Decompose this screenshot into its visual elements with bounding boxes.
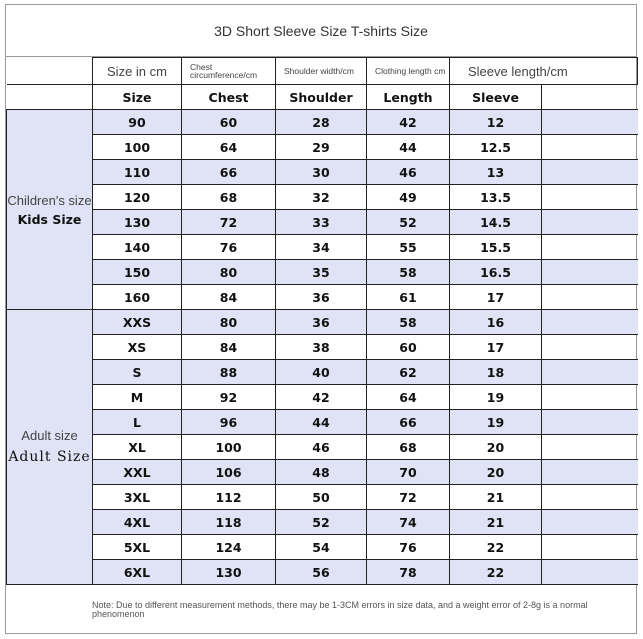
length-cell: 58 (367, 260, 450, 285)
size-cell: L (93, 410, 182, 435)
kids-group-label-cn: Children's size (7, 192, 92, 208)
length-cell: 78 (367, 560, 450, 585)
blank-cell (542, 535, 638, 560)
kids-group-label (7, 110, 93, 310)
blank-cell (542, 285, 638, 310)
length-cell: 76 (367, 535, 450, 560)
kids-size-row (7, 210, 638, 235)
length-cell: 60 (367, 335, 450, 360)
adult-size-row (7, 385, 638, 410)
shoulder-cell: 36 (276, 310, 367, 335)
header-size-in-cm: Size in cm (93, 58, 182, 85)
sleeve-cell: 13.5 (450, 185, 542, 210)
sleeve-cell: 14.5 (450, 210, 542, 235)
kids-size-row (7, 160, 638, 185)
sleeve-cell: 21 (450, 510, 542, 535)
header-row-units (7, 58, 638, 85)
shoulder-cell: 42 (276, 385, 367, 410)
size-cell: 160 (93, 285, 182, 310)
shoulder-cell: 50 (276, 485, 367, 510)
chest-cell: 106 (182, 460, 276, 485)
blank-cell (542, 335, 638, 360)
blank-cell (542, 385, 638, 410)
length-cell: 58 (367, 310, 450, 335)
adult-size-row (7, 535, 638, 560)
shoulder-cell: 28 (276, 110, 367, 135)
length-cell: 74 (367, 510, 450, 535)
blank-cell (542, 310, 638, 335)
length-cell: 49 (367, 185, 450, 210)
header-sleeve: Sleeve (450, 85, 542, 110)
header-sleeve-units: Sleeve length/cm (450, 58, 638, 85)
adult-size-row (7, 460, 638, 485)
adult-size-row (7, 310, 638, 335)
chest-cell: 64 (182, 135, 276, 160)
header-corner (7, 58, 93, 85)
sleeve-cell: 19 (450, 385, 542, 410)
length-cell: 44 (367, 135, 450, 160)
shoulder-cell: 54 (276, 535, 367, 560)
blank-cell (542, 160, 638, 185)
size-chart (5, 4, 637, 634)
kids-group-label-en: Kids Size (17, 211, 82, 227)
chest-cell: 84 (182, 285, 276, 310)
size-cell: M (93, 385, 182, 410)
size-table (6, 57, 638, 585)
blank-cell (542, 360, 638, 385)
length-cell: 52 (367, 210, 450, 235)
measurement-note: Note: Due to different measurement methods, there may be 1-3CM errors in size data, and a weight error of 2-8g is a normal phenomenon (92, 600, 588, 619)
chest-cell: 72 (182, 210, 276, 235)
chest-cell: 80 (182, 310, 276, 335)
length-cell: 61 (367, 285, 450, 310)
blank-cell (542, 260, 638, 285)
header-chest: Chest (182, 85, 276, 110)
sleeve-cell: 16.5 (450, 260, 542, 285)
length-cell: 55 (367, 235, 450, 260)
header-size: Size (93, 85, 182, 110)
shoulder-cell: 34 (276, 235, 367, 260)
shoulder-cell: 33 (276, 210, 367, 235)
adult-size-row (7, 435, 638, 460)
kids-size-row (7, 135, 638, 160)
sleeve-cell: 22 (450, 535, 542, 560)
kids-size-row (7, 110, 638, 135)
header-shoulder-units: Shoulder width/cm (276, 58, 367, 85)
adult-size-row (7, 510, 638, 535)
header-corner-2 (7, 85, 93, 110)
shoulder-cell: 48 (276, 460, 367, 485)
shoulder-cell: 35 (276, 260, 367, 285)
size-cell: XXS (93, 310, 182, 335)
sleeve-cell: 13 (450, 160, 542, 185)
shoulder-cell: 30 (276, 160, 367, 185)
size-cell: XXL (93, 460, 182, 485)
blank-cell (542, 510, 638, 535)
blank-cell (542, 235, 638, 260)
shoulder-cell: 46 (276, 435, 367, 460)
shoulder-cell: 56 (276, 560, 367, 585)
chest-cell: 60 (182, 110, 276, 135)
header-row-names (7, 85, 638, 110)
adult-size-row (7, 360, 638, 385)
shoulder-cell: 44 (276, 410, 367, 435)
length-cell: 70 (367, 460, 450, 485)
size-cell: 100 (93, 135, 182, 160)
shoulder-cell: 32 (276, 185, 367, 210)
size-cell: S (93, 360, 182, 385)
size-cell: XS (93, 335, 182, 360)
chest-cell: 68 (182, 185, 276, 210)
size-cell: 130 (93, 210, 182, 235)
adult-size-row (7, 335, 638, 360)
chest-cell: 66 (182, 160, 276, 185)
chest-cell: 124 (182, 535, 276, 560)
shoulder-cell: 36 (276, 285, 367, 310)
sleeve-cell: 20 (450, 435, 542, 460)
size-cell: 120 (93, 185, 182, 210)
sleeve-cell: 22 (450, 560, 542, 585)
chest-cell: 88 (182, 360, 276, 385)
blank-cell (542, 135, 638, 160)
chest-cell: 118 (182, 510, 276, 535)
shoulder-cell: 38 (276, 335, 367, 360)
blank-cell (542, 460, 638, 485)
size-cell: 140 (93, 235, 182, 260)
sleeve-cell: 12.5 (450, 135, 542, 160)
size-cell: 4XL (93, 510, 182, 535)
kids-size-row (7, 185, 638, 210)
shoulder-cell: 52 (276, 510, 367, 535)
chest-cell: 84 (182, 335, 276, 360)
size-cell: 90 (93, 110, 182, 135)
adult-group-label (7, 310, 93, 585)
kids-size-row (7, 285, 638, 310)
length-cell: 68 (367, 435, 450, 460)
blank-cell (542, 485, 638, 510)
kids-size-row (7, 260, 638, 285)
kids-size-row (7, 235, 638, 260)
length-cell: 66 (367, 410, 450, 435)
sleeve-cell: 17 (450, 285, 542, 310)
sleeve-cell: 17 (450, 335, 542, 360)
sleeve-cell: 12 (450, 110, 542, 135)
header-blank (542, 85, 638, 110)
shoulder-cell: 40 (276, 360, 367, 385)
size-cell: 110 (93, 160, 182, 185)
size-cell: 3XL (93, 485, 182, 510)
header-shoulder: Shoulder (276, 85, 367, 110)
shoulder-cell: 29 (276, 135, 367, 160)
sleeve-cell: 16 (450, 310, 542, 335)
sleeve-cell: 21 (450, 485, 542, 510)
adult-group-label-cn: Adult size (21, 427, 78, 443)
blank-cell (542, 410, 638, 435)
sleeve-cell: 19 (450, 410, 542, 435)
chest-cell: 130 (182, 560, 276, 585)
length-cell: 46 (367, 160, 450, 185)
header-length: Length (367, 85, 450, 110)
length-cell: 64 (367, 385, 450, 410)
blank-cell (542, 210, 638, 235)
adult-size-row (7, 485, 638, 510)
header-length-units: Clothing length cm (367, 58, 450, 85)
length-cell: 62 (367, 360, 450, 385)
chest-cell: 76 (182, 235, 276, 260)
size-cell: 5XL (93, 535, 182, 560)
chest-cell: 92 (182, 385, 276, 410)
chart-title: 3D Short Sleeve Size T-shirts Size (6, 5, 636, 57)
length-cell: 72 (367, 485, 450, 510)
chest-cell: 100 (182, 435, 276, 460)
chest-cell: 112 (182, 485, 276, 510)
adult-size-row (7, 560, 638, 585)
sleeve-cell: 20 (450, 460, 542, 485)
size-cell: 150 (93, 260, 182, 285)
chest-cell: 80 (182, 260, 276, 285)
blank-cell (542, 110, 638, 135)
blank-cell (542, 435, 638, 460)
sleeve-cell: 18 (450, 360, 542, 385)
header-chest-units: Chest circumference/cm (182, 58, 276, 85)
sleeve-cell: 15.5 (450, 235, 542, 260)
size-cell: 6XL (93, 560, 182, 585)
chest-cell: 96 (182, 410, 276, 435)
blank-cell (542, 560, 638, 585)
adult-size-row (7, 410, 638, 435)
size-cell: XL (93, 435, 182, 460)
length-cell: 42 (367, 110, 450, 135)
blank-cell (542, 185, 638, 210)
adult-group-label-en: Adult Size (8, 448, 91, 465)
